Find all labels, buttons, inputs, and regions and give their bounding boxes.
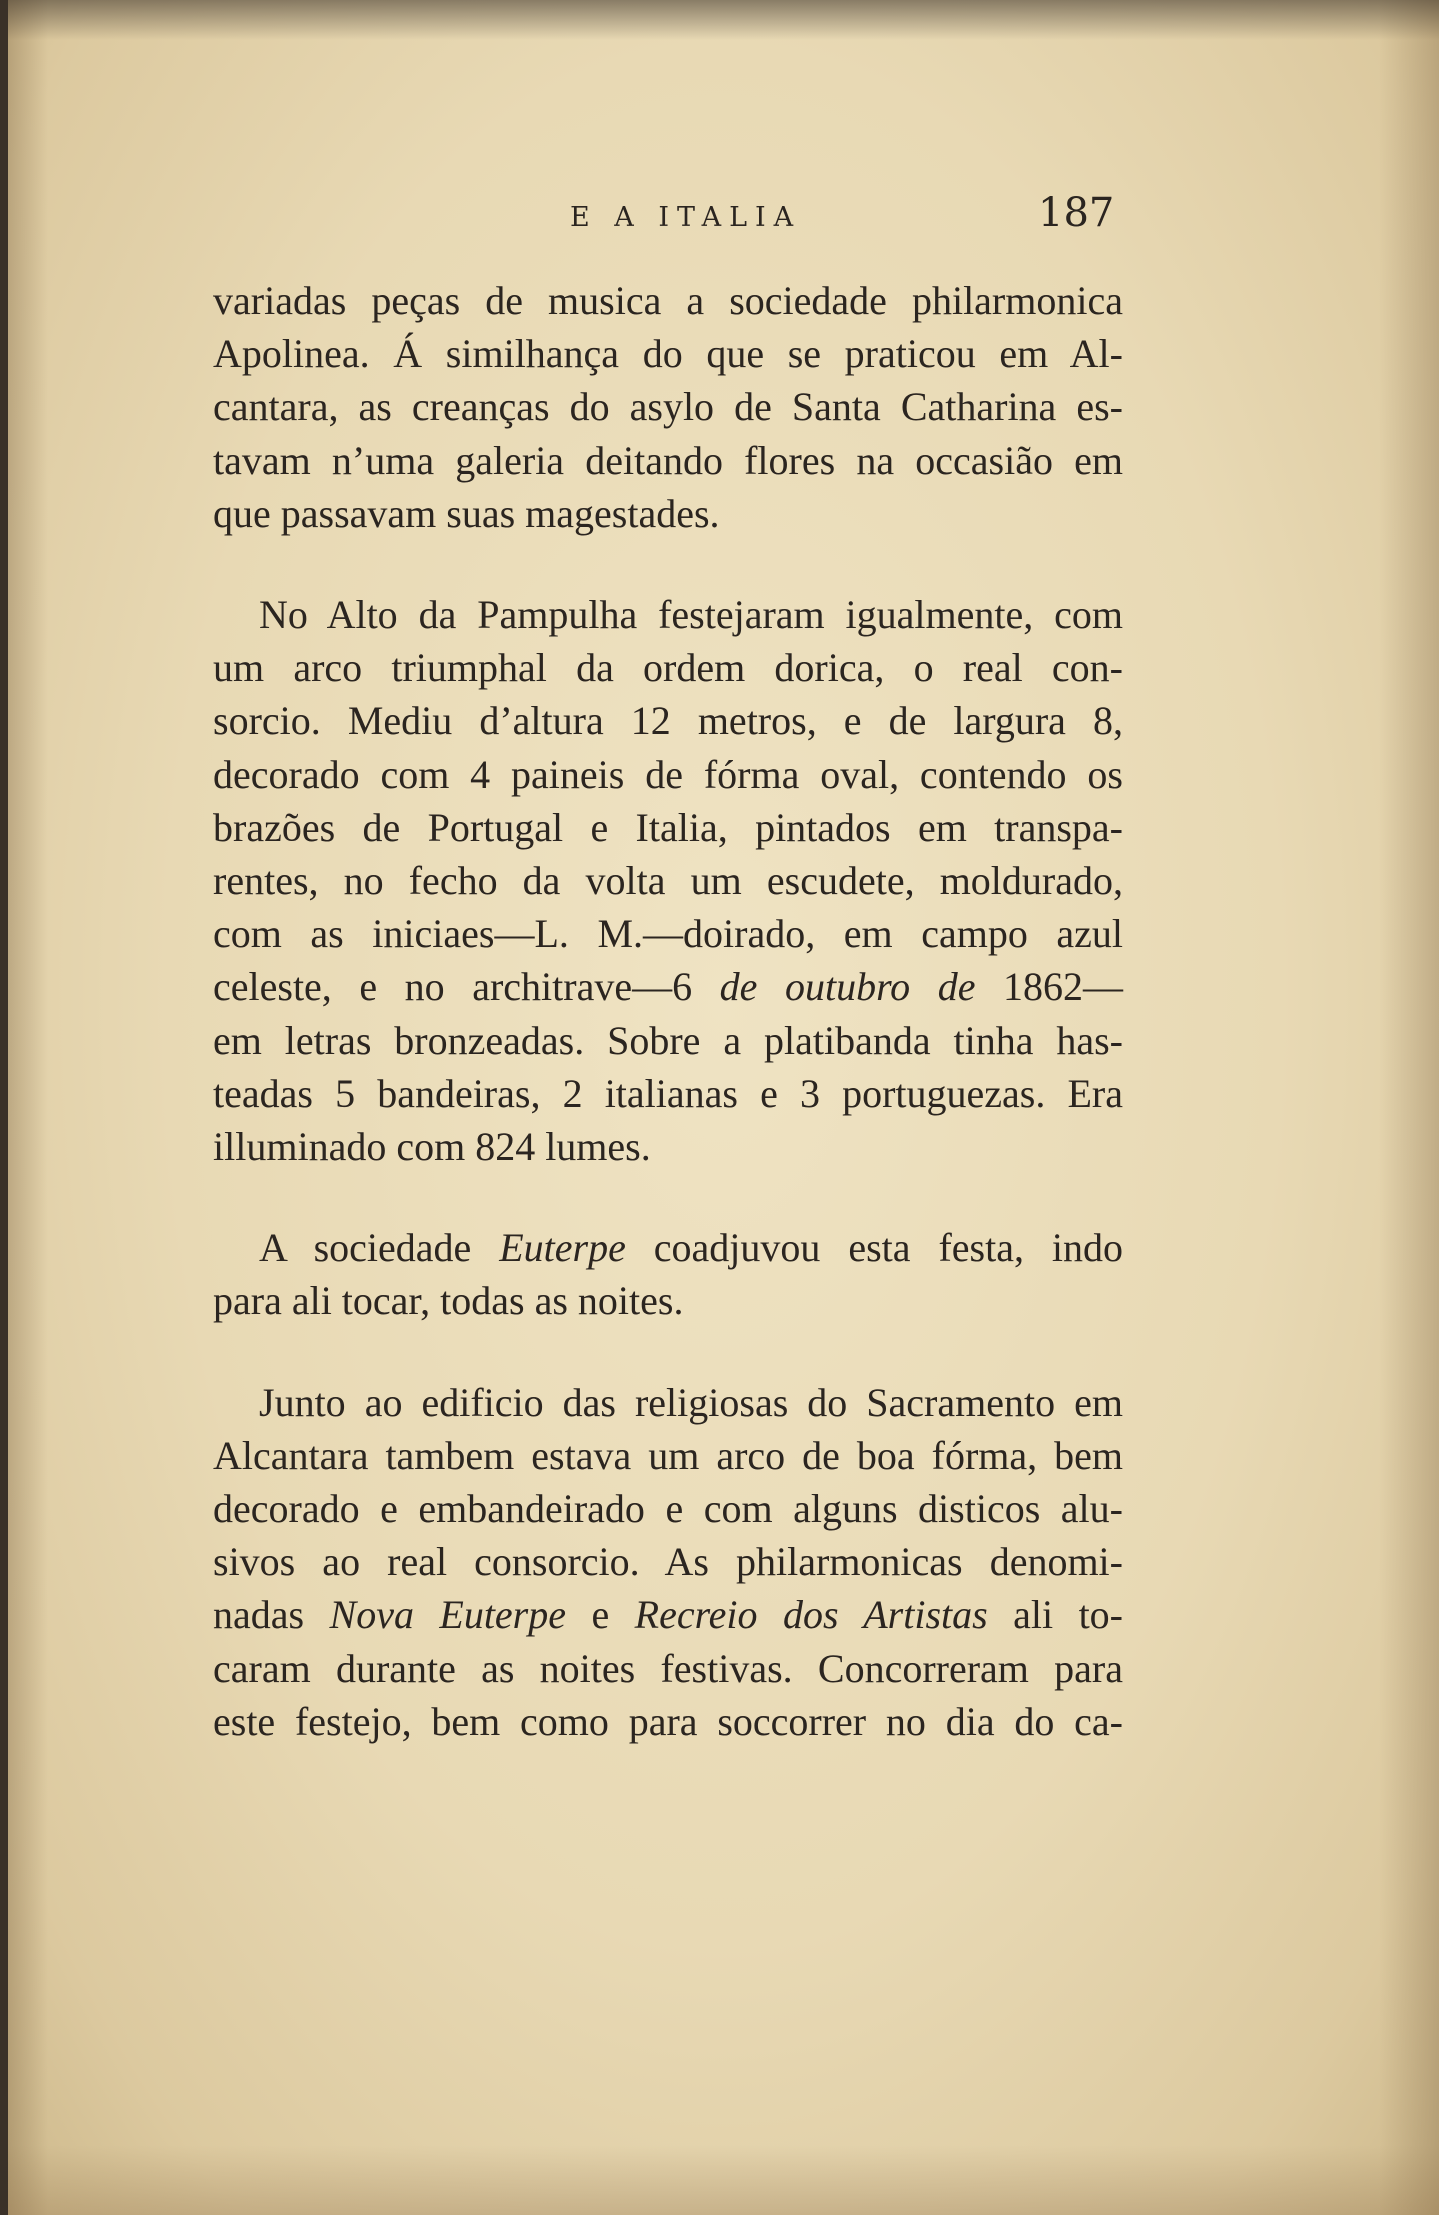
text-line: este festejo, bem como para soccorrer no dia do ca- — [213, 1698, 1123, 1744]
text-line: teadas 5 bandeiras, 2 italianas e 3 portuguezas. Era — [213, 1070, 1123, 1116]
text-line: sorcio. Mediu d’altura 12 metros, e de largura 8, — [213, 698, 1123, 744]
text-line: nadas Nova Euterpe e Recreio dos Artistas ali to- — [213, 1592, 1123, 1638]
text-line: variadas peças de musica a sociedade philarmonica — [213, 278, 1123, 323]
text-line: um arco triumphal da ordem dorica, o real con- — [213, 645, 1123, 691]
paragraph-1 — [213, 274, 1123, 540]
text-line: com as iniciaes—L. M.—doirado, em campo azul — [213, 911, 1123, 957]
text-line: illuminado com 824 lumes. — [213, 1124, 651, 1170]
running-head: E A ITALIA — [570, 202, 802, 233]
text-line: Alcantara tambem estava um arco de boa fórma, bem — [213, 1432, 1123, 1478]
text-line: decorado e embandeirado e com alguns disticos alu- — [213, 1486, 1123, 1532]
text-line: em letras bronzeadas. Sobre a platibanda tinha has- — [213, 1017, 1123, 1063]
text-line: No Alto da Pampulha festejaram igualmente, com — [259, 592, 1123, 638]
italic-name: Nova Euterpe — [329, 1592, 567, 1638]
italic-name: Euterpe — [499, 1225, 626, 1271]
body-text — [213, 274, 1123, 1748]
text-line: A sociedade Euterpe coadjuvou esta festa, indo — [259, 1225, 1123, 1271]
text-line: para ali tocar, todas as noites. — [213, 1278, 684, 1324]
italic-date: de outubro de — [719, 964, 976, 1010]
text-line: Junto ao edificio das religiosas do Sacramento em — [259, 1379, 1123, 1425]
italic-name: Recreio dos Artistas — [634, 1592, 988, 1638]
paragraph-2 — [213, 588, 1123, 1173]
paragraph-4 — [213, 1376, 1123, 1748]
text-line: tavam n’uma galeria deitando flores na occasião em — [213, 437, 1123, 483]
paragraph-3 — [213, 1221, 1123, 1327]
text-line: brazões de Portugal e Italia, pintados em transpa- — [213, 804, 1123, 850]
text-line: caram durante as noites festivas. Concorreram para — [213, 1645, 1123, 1691]
page-edge-shadow — [8, 0, 48, 2215]
page-edge-shadow — [8, 0, 1439, 40]
text-line: celeste, e no architrave—6 de outubro de 1862— — [213, 964, 1124, 1010]
text-line: que passavam suas magestades. — [213, 490, 720, 536]
text-line: sivos ao real consorcio. As philarmonicas denomi- — [213, 1539, 1123, 1585]
page-number: 187 — [1038, 190, 1115, 236]
text-line: Apolinea. Á similhança do que se praticou em Al- — [213, 331, 1123, 377]
page-edge-shadow — [8, 2145, 1439, 2215]
page-edge-shadow — [1379, 0, 1439, 2215]
text-line: cantara, as creanças do asylo de Santa Catharina es- — [213, 384, 1123, 430]
text-line: decorado com 4 paineis de fórma oval, contendo os — [213, 751, 1123, 797]
text-line: rentes, no fecho da volta um escudete, moldurado, — [213, 858, 1123, 904]
